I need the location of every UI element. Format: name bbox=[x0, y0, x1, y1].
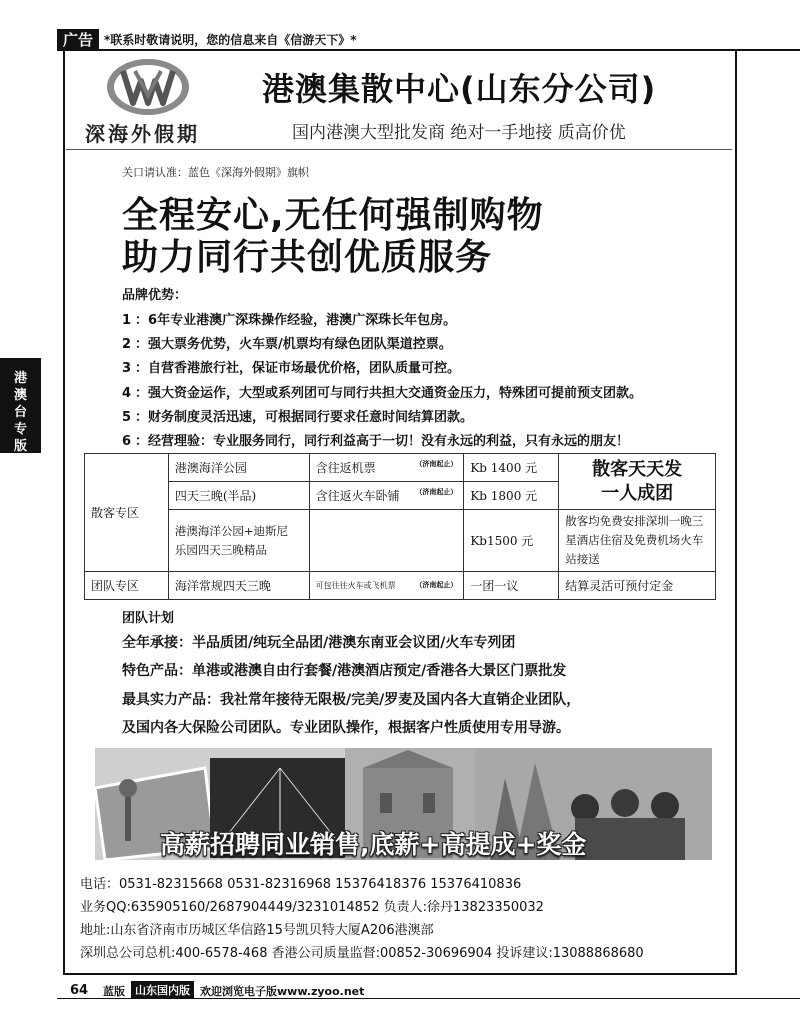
advantage-item bbox=[122, 333, 452, 352]
transport-cell bbox=[309, 572, 464, 600]
recruit-banner: 高薪招聘同业销售,底薪+高提成+奖金 bbox=[160, 830, 587, 859]
transport-cell bbox=[309, 510, 464, 572]
advantage-number: 3 bbox=[122, 361, 132, 376]
route-cell bbox=[168, 510, 309, 572]
price-cell: 一团一议 bbox=[464, 572, 559, 600]
advantage-item bbox=[122, 309, 456, 328]
promo-title-cell bbox=[559, 454, 716, 510]
team-plan-line: 最具实力产品：我社常年接待无限极/完美/罗麦及国内各大直销企业团队， bbox=[122, 692, 581, 708]
advantage-number: 5 bbox=[122, 410, 132, 425]
contact-line: 业务QQ:635905160/2687904449/3231014852 负责人:徐丹13823350032 bbox=[80, 900, 544, 915]
team-plan-line: 全年承接：半品质团/纯玩全品团/港澳东南亚会议团/火车专列团 bbox=[122, 635, 516, 651]
contact-line: 地址:山东省济南市历城区华信路15号凯贝特大厦A206港澳部 bbox=[80, 923, 434, 938]
side-tab-char: 台 bbox=[13, 405, 27, 420]
bottom-rule bbox=[57, 998, 800, 999]
promo-text: 散客均免费安排深圳一晚三星酒店住宿及免费机场火车站接送 bbox=[559, 510, 716, 572]
ad-notice: *联系时敬请说明，您的信息来自《信游天下》* bbox=[104, 33, 357, 47]
transport-text: 可包往往火车或飞机票 bbox=[315, 581, 396, 590]
promo-title: 散客天天发 bbox=[592, 458, 683, 480]
advantage-text: ：6年专业港澳广深珠操作经验，港澳广深珠长年包房。 bbox=[135, 313, 457, 328]
team-plan-title: 团队计划 bbox=[122, 611, 175, 626]
advantage-text: ：强大票务优势，火车票/机票均有绿色团队渠道控票。 bbox=[135, 337, 452, 352]
price-cell: Kb1500 元 bbox=[464, 510, 559, 572]
footer-edition: 山东国内版 bbox=[131, 981, 194, 999]
logo-script-text: 深海外假期 bbox=[85, 122, 200, 146]
price-cell: Kb 1800 元 bbox=[464, 482, 559, 510]
advantage-text: ：强大资金运作，大型或系列团可与同行共担大交通资金压力，特殊团可提前预支团款。 bbox=[135, 386, 643, 401]
advantage-text: ：经营理验：专业服务同行，同行利益高于一切！没有永远的利益，只有永远的朋友！ bbox=[135, 434, 630, 449]
transport-cell bbox=[309, 482, 464, 510]
route-cell: 港澳海洋公园 bbox=[168, 454, 309, 482]
transport-text: 含往返火车卧铺 bbox=[315, 489, 400, 503]
advantage-number: 1 bbox=[122, 313, 132, 328]
page-number: 64 bbox=[70, 983, 89, 998]
slogan-line: 助力同行共创优质服务 bbox=[122, 237, 493, 278]
settlement-note: 结算灵活可预付定金 bbox=[559, 572, 716, 600]
footer-edition-color: 蓝版 bbox=[103, 985, 125, 998]
advantage-number: 2 bbox=[122, 337, 132, 352]
advantage-item bbox=[122, 357, 460, 376]
advantage-item bbox=[122, 406, 473, 425]
route-cell: 四天三晚(半品) bbox=[168, 482, 309, 510]
table-row bbox=[85, 572, 716, 600]
flag-note: 关口请认准：蓝色《深海外假期》旗帜 bbox=[122, 166, 309, 179]
advantage-number: 6 bbox=[122, 434, 132, 449]
transport-text: 含往返机票 bbox=[315, 461, 376, 475]
route-cell: 海洋常规四天三晚 bbox=[168, 572, 309, 600]
company-logo bbox=[105, 57, 191, 117]
side-tab-char: 专 bbox=[13, 422, 27, 437]
contact-line: 深圳总公司总机:400-6578-468 香港公司质量监督:00852-30696904 投诉建议:13088868680 bbox=[80, 946, 644, 961]
table-row bbox=[85, 454, 716, 482]
company-title: 港澳集散中心(山东分公司) bbox=[262, 70, 657, 108]
origin-tag: （济南起止） bbox=[415, 581, 458, 589]
company-subtitle: 国内港澳大型批发商 绝对一手地接 质高价优 bbox=[292, 123, 626, 143]
team-plan-line: 特色产品：单港或港澳自由行套餐/港澳酒店预定/香港各大景区门票批发 bbox=[122, 663, 567, 679]
origin-tag: （济南起止） bbox=[415, 460, 458, 468]
contact-line: 电话：0531-82315668 0531-82316968 15376418376 15376410836 bbox=[80, 877, 522, 892]
price-table bbox=[84, 453, 716, 600]
advantage-text: ：财务制度灵活迅速，可根据同行要求任意时间结算团款。 bbox=[135, 410, 474, 425]
zone-label: 团队专区 bbox=[85, 572, 169, 600]
origin-tag: （济南起止） bbox=[415, 488, 458, 496]
side-section-tab bbox=[0, 358, 41, 453]
footer-website: 欢迎浏览电子版www.zyoo.net bbox=[200, 985, 365, 998]
zone-label: 散客专区 bbox=[85, 454, 169, 572]
advantage-item bbox=[122, 430, 629, 449]
route-line: 港澳海洋公园+迪斯尼 bbox=[174, 523, 288, 538]
route-line: 乐园四天三晚精品 bbox=[174, 542, 267, 557]
brand-advantages-title: 品牌优势： bbox=[122, 288, 188, 303]
divider bbox=[66, 149, 732, 150]
side-tab-char: 版 bbox=[13, 439, 27, 454]
side-tab-char: 澳 bbox=[13, 388, 27, 403]
advantage-text: ：自营香港旅行社，保证市场最优价格，团队质量可控。 bbox=[135, 361, 461, 376]
advantage-item bbox=[122, 382, 642, 401]
advantage-number: 4 bbox=[122, 386, 132, 401]
promo-title: 一人成团 bbox=[601, 482, 674, 504]
ad-label: 广告 bbox=[57, 29, 99, 51]
side-tab-char: 港 bbox=[13, 371, 27, 386]
transport-cell bbox=[309, 454, 464, 482]
team-plan-line: 及国内各大保险公司团队。专业团队操作，根据客户性质使用专用导游。 bbox=[122, 720, 570, 736]
slogan-line: 全程安心,无任何强制购物 bbox=[122, 195, 544, 236]
price-cell: Kb 1400 元 bbox=[464, 454, 559, 482]
